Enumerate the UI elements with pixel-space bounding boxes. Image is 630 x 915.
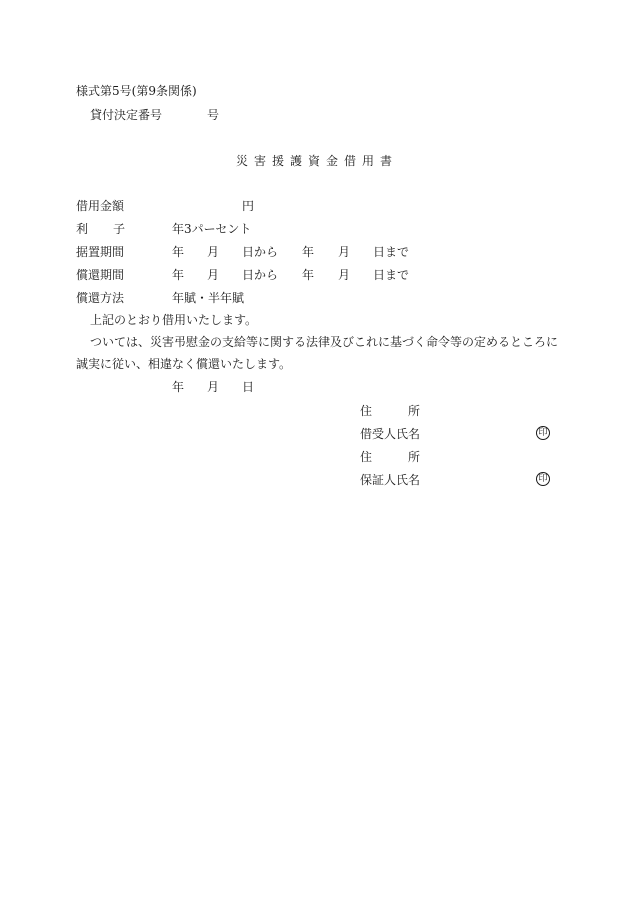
deferment-start-year: 年 xyxy=(172,245,185,259)
repay-end-year: 年 xyxy=(302,268,315,282)
deferment-start-month: 月 xyxy=(207,245,220,259)
date-month: 月 xyxy=(207,380,220,394)
guarantor-address-label-1: 住 xyxy=(360,450,373,464)
interest-label-2: 子 xyxy=(113,222,126,236)
amount-unit: 円 xyxy=(242,199,255,213)
date-day: 日 xyxy=(242,380,255,394)
deferment-start-day: 日から xyxy=(242,245,279,259)
repay-start-month: 月 xyxy=(207,268,220,282)
borrower-address-label-2: 所 xyxy=(408,404,421,418)
loan-decision-label: 貸付決定番号 xyxy=(90,108,163,122)
guarantor-seal-icon: 印 xyxy=(536,472,550,486)
interest-value: 年3パーセント xyxy=(172,222,252,236)
repay-end-month: 月 xyxy=(338,268,351,282)
borrower-name-label: 借受人氏名 xyxy=(360,427,421,441)
repay-start-day: 日から xyxy=(242,268,279,282)
loan-decision-unit: 号 xyxy=(207,108,220,122)
form-number: 様式第5号(第9条関係) xyxy=(76,84,197,98)
guarantor-address-label-2: 所 xyxy=(408,450,421,464)
repay-period-label: 償還期間 xyxy=(76,268,125,282)
borrower-address-label-1: 住 xyxy=(360,404,373,418)
borrower-seal-icon: 印 xyxy=(536,426,550,440)
interest-label-1: 利 xyxy=(76,222,89,236)
repay-end-day: 日まで xyxy=(373,268,410,282)
deferment-end-year: 年 xyxy=(302,245,315,259)
document-title: 災害援護資金借用書 xyxy=(236,154,399,168)
body-line-2: ついては、災害弔慰金の支給等に関する法律及びこれに基づく命令等の定めるところに xyxy=(90,335,559,349)
amount-label: 借用金額 xyxy=(76,199,125,213)
method-value: 年賦・半年賦 xyxy=(172,291,245,305)
method-label: 償還方法 xyxy=(76,291,125,305)
deferment-end-month: 月 xyxy=(338,245,351,259)
deferment-end-day: 日まで xyxy=(373,245,410,259)
repay-start-year: 年 xyxy=(172,268,185,282)
guarantor-name-label: 保証人氏名 xyxy=(360,473,421,487)
body-line-3: 誠実に従い、相違なく償還いたします。 xyxy=(76,357,292,371)
body-line-1: 上記のとおり借用いたします。 xyxy=(90,313,258,327)
deferment-label: 据置期間 xyxy=(76,245,125,259)
date-year: 年 xyxy=(172,380,185,394)
